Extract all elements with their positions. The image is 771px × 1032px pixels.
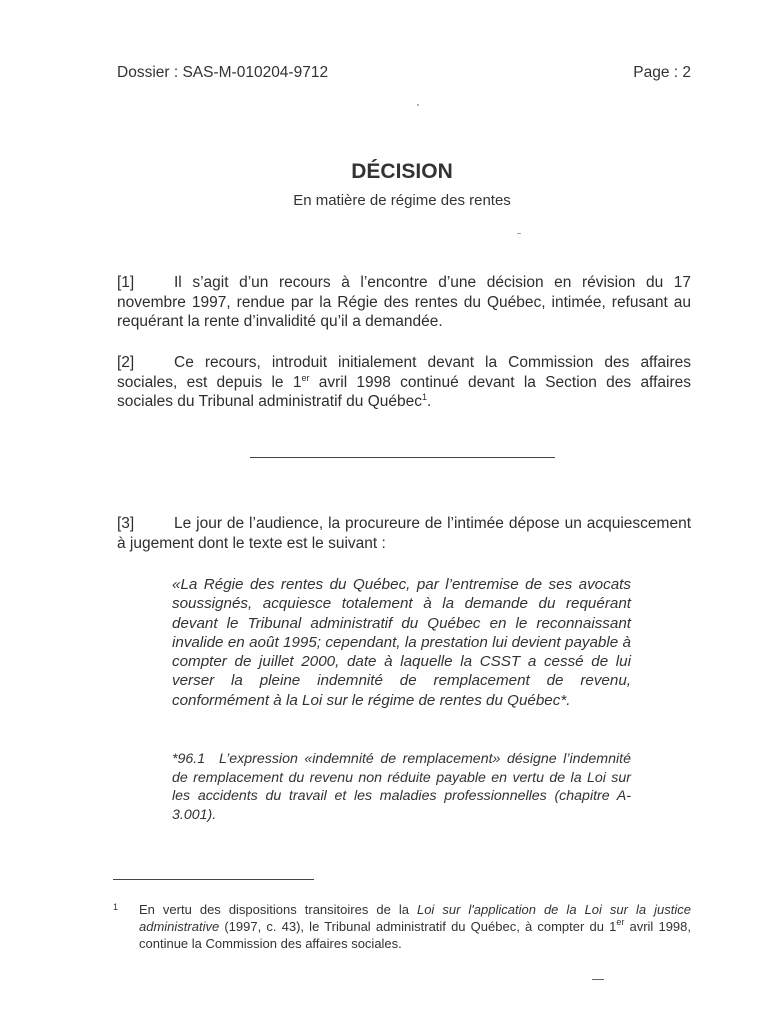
article-number: *96.1 [172, 751, 206, 767]
footnote-reference: 1 [422, 392, 428, 402]
paragraph-text: avril 1998 continué devant la Section des affaires sociales du Tribunal administratif du Québec [117, 373, 691, 410]
dossier-number: Dossier : SAS-M-010204-9712 [117, 64, 329, 81]
superscript: er [301, 372, 310, 383]
paragraph-number: [1] [117, 274, 135, 291]
quoted-acquiescement: «La Régie des rentes du Québec, par l’entremise de ses avocats soussignés, acquiesce totalement à la demande du requérant devant le Tribunal administratif du Québec en le reconnaissant invalide en août 1995; cependant, la prestation lui devient payable à compter de juillet 2000, date à laquelle la CSST a cessé de lui verser la pleine indemnité de remplacement de revenu, conformément à la Loi sur le régime de rentes du Québec*. [172, 576, 631, 709]
footnote-text-part: (1997, c. 43), le Tribunal administratif du Québec, à compter du 1 [219, 919, 617, 934]
page-number: Page : 2 [633, 64, 691, 81]
paragraph-1 [117, 273, 691, 332]
footnote-text [139, 901, 691, 952]
paragraph-number: [3] [117, 515, 135, 532]
footnote-text-part: avril 1998, continue la Commission des affaires sociales. [139, 919, 691, 951]
footnote-1 [113, 901, 691, 952]
paragraph-number: [2] [117, 354, 135, 371]
paragraph-text: Le jour de l’audience, la procureure de l’intimée dépose un acquiescement à jugement dont le texte est le suivant : [117, 515, 691, 552]
document-title: DÉCISION [351, 160, 453, 183]
footnote-law-title: Loi sur l'application de la Loi sur la justice administrative [139, 902, 691, 934]
section-separator [250, 457, 555, 458]
footnote-mark: 1 [113, 902, 119, 912]
footnote-text-part: En vertu des dispositions transitoires de la [139, 902, 417, 917]
footnote-rule [113, 879, 314, 880]
paragraph-text: . [427, 393, 432, 410]
paragraph-text: Il s’agit d’un recours à l’encontre d’une décision en révision du 17 novembre 1997, rendue par la Régie des rentes du Québec, intimée, refusant au requérant la rente d’invalidité qu’il a demandée. [117, 274, 691, 330]
quoted-article-note [172, 750, 631, 824]
scan-speck [517, 233, 521, 234]
document-subtitle: En matière de régime des rentes [293, 192, 511, 209]
article-text: L’expression «indemnité de remplacement» désigne l’indemnité de remplacement du revenu non réduite payable en vertu de la Loi sur les accidents du travail et les maladies professionnelles (chapitre A-3.001). [172, 751, 631, 823]
paragraph-text: Ce recours, introduit initialement devant la Commission des affaires sociales, est depuis le 1 [117, 354, 691, 391]
paragraph-3 [117, 514, 691, 553]
scan-speck [417, 104, 419, 106]
superscript: er [616, 917, 625, 927]
paragraph-2 [117, 353, 691, 412]
scan-mark [592, 979, 604, 980]
